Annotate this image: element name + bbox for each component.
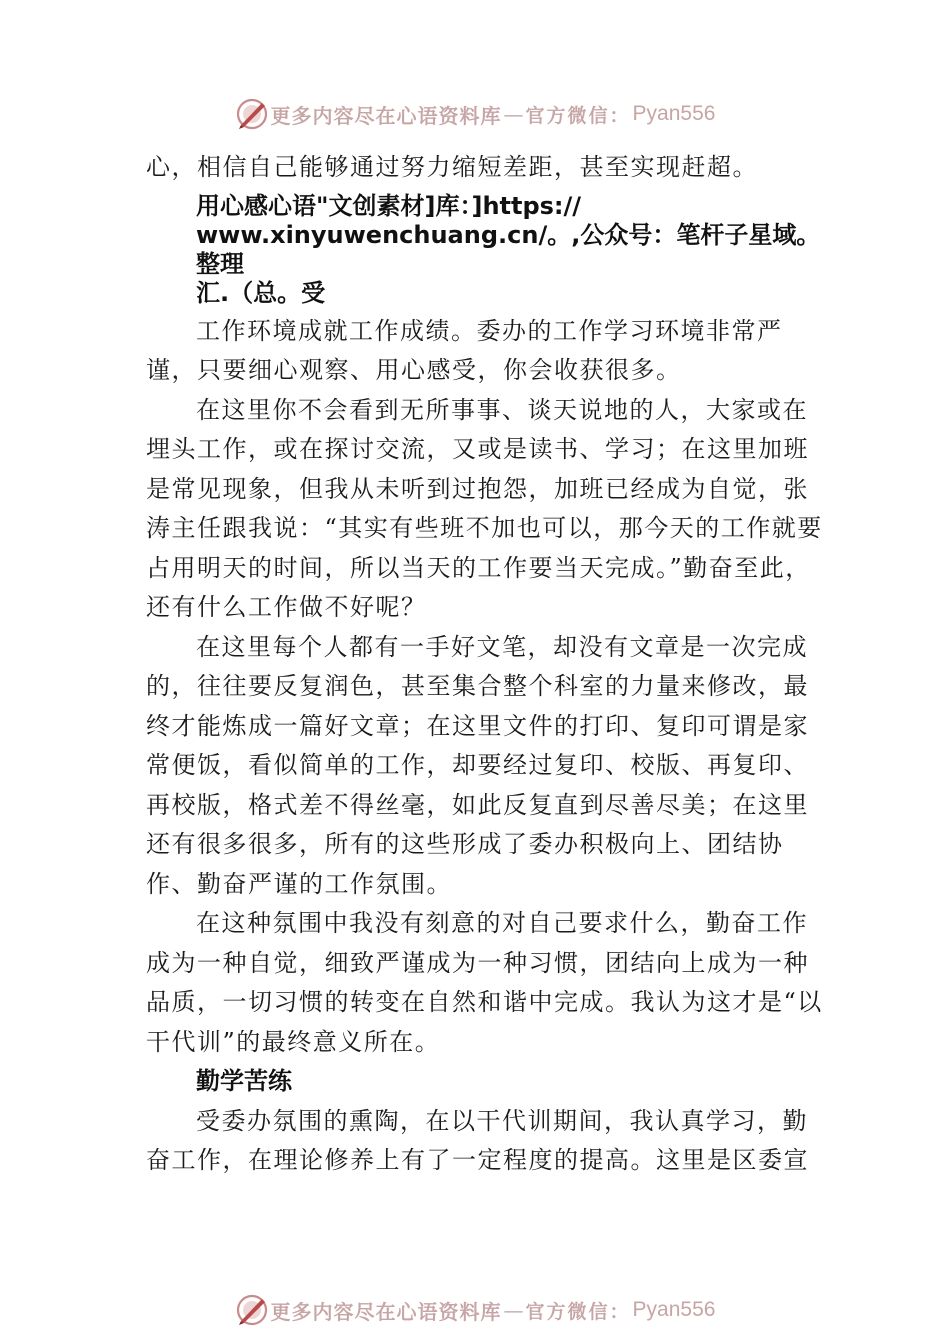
- watermark-id: Pyan556: [632, 1298, 716, 1321]
- promo-line: www.xinyuwenchuang.cn/。,公众号：笔杆子星域。整理: [196, 220, 821, 278]
- paragraph: 在这里你不会看到无所事事、谈天说地的人，大家或在埋头工作，或在探讨交流，又或是读书、学习；在这里加班是常见现象，但我从未听到过抱怨，加班已经成为自觉，张涛主任跟我说：“其实有些班不加也可以，那今天的工作就要占用明天的时间，所以当天的工作要当天完成。”勤奋至此，还有什么工作做不好呢？: [146, 395, 823, 621]
- watermark-label: 官方微信：: [525, 104, 631, 127]
- watermark-label: 官方微信：: [525, 1300, 631, 1323]
- watermark-id: Pyan556: [632, 102, 716, 125]
- paragraph: 受委办氛围的熏陶，在以干代训期间，我认真学习，勤奋工作，在理论修养上有了一定程度的提高。这里是区委宣: [146, 1106, 809, 1174]
- section-heading: 勤学苦练: [196, 1067, 292, 1095]
- watermark-footer: [0, 1290, 950, 1330]
- watermark-text: 更多内容尽在心语资料库: [270, 103, 502, 128]
- promo-text: [196, 192, 826, 308]
- watermark-dash: —: [503, 1298, 524, 1322]
- pen-logo-icon: [235, 97, 269, 131]
- paragraph: 在这种氛围中我没有刻意的对自己要求什么，勤奋工作成为一种自觉，细致严谨成为一种习惯，团结向上成为一种品质，一切习惯的转变在自然和谐中完成。我认为这才是“以干代训”的最终意义所在。: [146, 909, 823, 1056]
- document-body: [146, 148, 826, 1181]
- watermark-dash: —: [503, 102, 524, 126]
- paragraph: 工作环境成就工作成绩。委办的工作学习环境非常严谨，只要细心观察、用心感受，你会收获很多。: [146, 316, 783, 384]
- paragraph-continuation: 心，相信自己能够通过努力缩短差距，甚至实现赶超。: [146, 153, 758, 181]
- watermark-header: [0, 94, 950, 134]
- promo-line: 汇.（总。受: [196, 278, 326, 307]
- promo-line: 用心感心语"文创素材]库：]https://: [196, 191, 582, 220]
- paragraph: 在这里每个人都有一手好文笔，却没有文章是一次完成的，往往要反复润色，甚至集合整个科室的力量来修改，最终才能炼成一篇好文章；在这里文件的打印、复印可谓是家常便饭，看似简单的工作，却要经过复印、校版、再复印、再校版，格式差不得丝毫，如此反复直到尽善尽美；在这里还有很多很多，所有的这些形成了委办积极向上、团结协作、勤奋严谨的工作氛围。: [146, 632, 809, 898]
- pen-logo-icon: [235, 1293, 269, 1327]
- watermark-text: 更多内容尽在心语资料库: [270, 1299, 502, 1324]
